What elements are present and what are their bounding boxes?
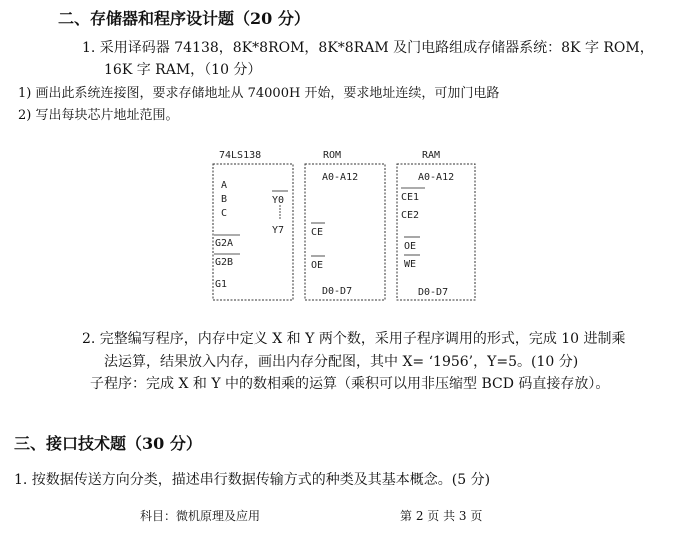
decoder-input-c: C	[221, 208, 228, 219]
rom-oe: OE	[311, 260, 324, 271]
ram-box	[397, 164, 475, 300]
ram-ce2: CE2	[401, 210, 420, 221]
decoder-input-a: A	[221, 180, 228, 191]
decoder-enable-g2b: G2B	[215, 257, 234, 268]
q2-line2: 法运算，结果放入内存，画出内存分配图，其中 X= ‘1956’，Y=5。(10 分)	[104, 354, 579, 370]
q2-line3: 子程序：完成 X 和 Y 中的数相乘的运算（乘积可以用非压缩型 BCD 码直接存放）。	[90, 376, 610, 392]
q1-sub1: 1) 画出此系统连接图，要求存储地址从 74000H 开始，要求地址连续，可加门电路	[18, 86, 500, 101]
section3-heading: 三、接口技术题（30 分）	[14, 434, 202, 453]
decoder-out-y7: Y7	[272, 225, 285, 236]
ram-ce1: CE1	[401, 192, 420, 203]
rom-title: ROM	[323, 150, 342, 161]
decoder-out-y0: Y0	[272, 195, 285, 206]
ram-title: RAM	[422, 150, 441, 161]
ram-data: D0-D7	[418, 287, 449, 298]
ram-oe: OE	[404, 241, 417, 252]
rom-ce: CE	[311, 227, 324, 238]
q2-line1: 2. 完整编写程序，内存中定义 X 和 Y 两个数，采用子程序调用的形式，完成 10 进制乘	[82, 331, 626, 347]
section2-heading: 二、存储器和程序设计题（20 分）	[58, 9, 310, 28]
footer-subject: 科目：微机原理及应用	[140, 509, 261, 523]
q1-line2: 16K 字 RAM，（10 分）	[104, 62, 262, 78]
section3-q1: 1. 按数据传送方向分类，描述串行数据传输方式的种类及其基本概念。(5 分)	[14, 472, 491, 488]
footer-page: 第 2 页 共 3 页	[400, 509, 483, 523]
decoder-input-b: B	[221, 194, 228, 205]
q1-sub2: 2) 写出每块芯片地址范围。	[18, 108, 179, 123]
decoder-enable-g1: G1	[215, 279, 228, 290]
rom-data: D0-D7	[322, 286, 353, 297]
decoder-enable-g2a: G2A	[215, 238, 234, 249]
ram-we: WE	[404, 259, 417, 270]
rom-addr: A0-A12	[322, 172, 359, 183]
ram-addr: A0-A12	[418, 172, 455, 183]
decoder-title: 74LS138	[219, 150, 262, 161]
q1-line1: 1. 采用译码器 74138，8K*8ROM，8K*8RAM 及门电路组成存储器系统：8K 字 ROM，	[82, 40, 654, 56]
